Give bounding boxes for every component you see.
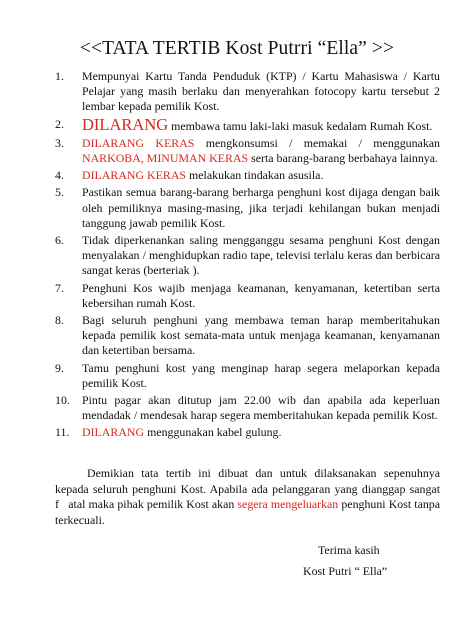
item-text: Penghuni Kos wajib menjaga keamanan, kenyamanan, ketertiban serta kebersihan rumah Kost.: [82, 280, 440, 310]
list-item: [55, 69, 440, 115]
prohibited-items: NARKOBA, MINUMAN KERAS: [82, 151, 249, 166]
item-text-continued: serta barang-barang berbahaya lainnya.: [248, 151, 438, 166]
item-number: 10.: [55, 393, 70, 408]
item-number: 2.: [55, 116, 64, 131]
list-item: [55, 136, 440, 166]
item-number: 6.: [55, 233, 64, 248]
closing-paragraph: [55, 466, 440, 528]
list-item: [55, 114, 440, 134]
prohibition-label: DILARANG: [82, 114, 169, 134]
item-number: 1.: [55, 69, 64, 83]
rules-list: [55, 69, 440, 441]
document-title: <<TATA TERTIB Kost Putrri “Ella” >>: [79, 38, 395, 59]
list-item: [55, 361, 440, 391]
prohibition-label: DILARANG KERAS: [82, 168, 187, 183]
closing-text-continued: penghuni Kost tanpa terkecuali.: [55, 497, 441, 527]
item-number: 7.: [55, 280, 64, 295]
item-text: Mempunyai Kartu Tanda Penduduk (KTP) / Kartu Mahasiswa / Kartu Pelajar yang masih berlaku dan menyerahkan fotocopy kartu tersebut 2 lembar kepada pemilik Kost.: [82, 69, 440, 114]
list-item: [55, 168, 440, 183]
closing-text: Demikian tata tertib ini dibuat dan untuk dilaksanakan sepenuhnya kepada seluruh penghuni Kost. Apabila ada pelanggaran yang dianggap sangat f atal maka pihak pemilik Kost akan: [55, 466, 440, 511]
item-number: 5.: [55, 185, 64, 200]
item-text: menggunakan kabel gulung.: [144, 425, 282, 440]
list-item: [55, 393, 440, 423]
item-number: 8.: [55, 313, 64, 328]
prohibition-label: DILARANG: [82, 425, 145, 440]
item-text: Bagi seluruh penghuni yang membawa teman harap memberitahukan kepada pemilik kost semata-mata untuk menjaga keamanan, kenyamanan dan ketertiban bersama.: [82, 313, 440, 358]
list-item: [55, 233, 440, 279]
item-text: mengkonsumsi / memakai / menggunakan: [194, 135, 440, 150]
signature: Kost Putri “ Ella”: [303, 564, 388, 578]
item-text: membawa tamu laki-laki masuk kedalam Rumah Kost.: [168, 118, 433, 133]
item-number: 9.: [55, 360, 64, 375]
item-text: Pintu pagar akan ditutup jam 22.00 wib dan apabila ada keperluan mendadak / mendesak harap segera memberitahukan kepada pemilik Kost.: [82, 393, 440, 423]
prohibition-label: DILARANG KERAS: [82, 135, 195, 150]
closing-emphasis: segera mengeluarkan: [237, 497, 339, 511]
thanks-text: Terima kasih: [318, 543, 380, 557]
item-number: 11.: [55, 425, 70, 440]
item-text: Pastikan semua barang-barang berharga penghuni kost dijaga dengan baik oleh pemiliknya masing-masing, jika terjadi kehilangan bukan menjadi tanggung jawab pemilik Kost.: [82, 185, 440, 230]
list-item: [55, 185, 440, 231]
item-text: melakukan tindakan asusila.: [186, 168, 324, 183]
item-number: 4.: [55, 168, 64, 183]
item-text: Tamu penghuni kost yang menginap harap segera melaporkan kepada pemilik Kost.: [82, 360, 440, 390]
list-item: [55, 425, 440, 440]
list-item: [55, 281, 440, 311]
item-text: Tidak diperkenankan saling mengganggu sesama penghuni Kost dengan menyalakan / menghidupkan radio tape, televisi terlalu keras dan berbicara sangat keras (berteriak ).: [82, 233, 440, 278]
item-number: 3.: [55, 135, 64, 150]
list-item: [55, 313, 440, 359]
